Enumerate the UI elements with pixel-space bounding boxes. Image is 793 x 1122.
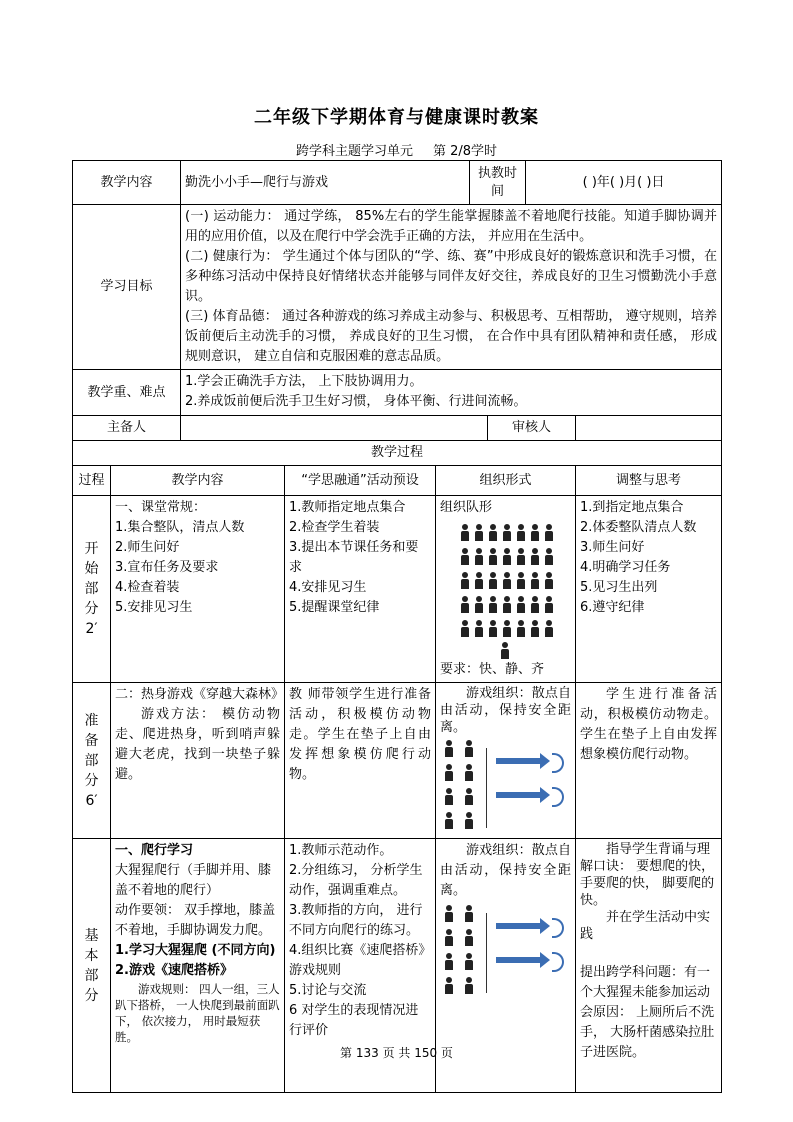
start-row: [73, 496, 722, 683]
student-figure: [500, 596, 514, 614]
boundary-line: [486, 748, 487, 828]
formation-requirement: 要求：快、静、齐: [440, 662, 545, 677]
prep-adjust: 学生进行准备活动，积极模仿动物走。学生在垫子上自由发挥想象模仿爬行动物。: [576, 683, 722, 839]
header-adjust: 调整与思考: [576, 466, 722, 496]
goal-health: (二) 健康行为： 学生通过个体与团队的“学、练、赛”中形成良好的锻炼意识和洗手习惯，在多种练习活动中保持良好情绪状态并能够与同伴友好交往，养成良好的卫生习惯勤洗小手意识。: [185, 249, 718, 304]
student-figure: [542, 524, 556, 542]
student-figure: [442, 953, 456, 971]
content-label: 教学内容: [73, 161, 181, 205]
student-column: [442, 905, 456, 995]
student-figure: [528, 548, 542, 566]
arrow-right-icon: [496, 923, 540, 929]
student-figure: [458, 596, 472, 614]
header-organization: 组织形式: [436, 466, 576, 496]
goal-ethics: (三) 体育品德： 通过各种游戏的练习养成主动参与、积极思考、互相帮助， 遵守规则，培养饭前便后主动洗手的习惯， 养成良好的卫生习惯， 在合作中具有团队精神和责任感， 形成规则意识， 建立自信和克服困难的意志品质。: [185, 309, 718, 364]
student-figure: [442, 905, 456, 923]
student-figure: [458, 548, 472, 566]
goals-row: [73, 205, 722, 370]
lesson-number: 第 2/8学时: [432, 144, 498, 159]
start-stage: 开 始 部 分 2′: [73, 496, 111, 683]
student-figure: [500, 524, 514, 542]
start-activity: 1.教师指定地点集合 2.检查学生着装 3.提出本节课任务和要求 4.安排见习生 5.提醒课堂纪律: [285, 496, 436, 683]
process-header-row: [73, 466, 722, 496]
basic-adjust: 指导学生背诵与理解口诀： 要想爬的快， 手要爬的快， 脚要爬的快。 并在学生活动中实践 提出跨学科问题：有一个大猩猩未能参加运动会原因： 上厕所后不洗手， 大肠杆菌感染拉肚子进医院。: [576, 839, 722, 1093]
student-figure: [514, 620, 528, 638]
turn-back-icon: [552, 753, 564, 773]
student-figure: [472, 524, 486, 542]
student-figure: [486, 620, 500, 638]
student-figure: [542, 620, 556, 638]
student-figure: [442, 929, 456, 947]
student-figure: [472, 548, 486, 566]
goal-motor: (一) 运动能力： 通过学练， 85%左右的学生能掌握膝盖不着地爬行技能。知道手脚协调并用的应用价值，以及在爬行中学会洗手正确的方法， 并应用在生活中。: [185, 209, 718, 244]
page-title: 二年级下学期体育与健康课时教案: [254, 107, 539, 128]
student-figure: [486, 524, 500, 542]
student-figure: [514, 524, 528, 542]
student-figure: [458, 620, 472, 638]
page-footer: 第 133 页 共 150 页: [340, 1046, 453, 1060]
formation-grid: [458, 524, 571, 638]
student-figure: [462, 740, 476, 758]
student-figure: [462, 977, 476, 995]
content-value: 勤洗小小手—爬行与游戏: [181, 161, 470, 205]
student-figure: [514, 596, 528, 614]
header-content: 教学内容: [111, 466, 285, 496]
prep-stage: 准 备 部 分 6′: [73, 683, 111, 839]
student-figure: [514, 548, 528, 566]
keypoints-label: 教学重、难点: [73, 370, 181, 416]
student-column: [442, 740, 456, 830]
content-row: [73, 161, 722, 205]
student-figure: [462, 788, 476, 806]
student-figure: [486, 596, 500, 614]
prep-organization: 游戏组织：散点自由活动，保持安全距离。: [436, 683, 576, 839]
scatter-diagram-2: [440, 905, 571, 1001]
process-title: 教学过程: [73, 441, 722, 466]
student-figure: [462, 905, 476, 923]
student-figure: [514, 572, 528, 590]
process-title-row: [73, 441, 722, 466]
student-figure: [462, 812, 476, 830]
arrow-right-icon: [496, 957, 540, 963]
student-figure: [486, 548, 500, 566]
student-figure: [442, 764, 456, 782]
unit-label: 跨学科主题学习单元: [295, 144, 413, 159]
student-figure: [528, 620, 542, 638]
student-figure: [442, 977, 456, 995]
start-content: 一、课堂常规： 1.集合整队，清点人数 2.师生问好 3.宣布任务及要求 4.检查着装 5.安排见习生: [111, 496, 285, 683]
basic-organization: 游戏组织：散点自由活动，保持安全距离。: [436, 839, 576, 1093]
scatter-diagram: [440, 740, 571, 836]
student-figure: [458, 572, 472, 590]
student-figure: [528, 524, 542, 542]
preparer-label: 主备人: [73, 416, 181, 441]
student-figure: [462, 929, 476, 947]
student-figure: [500, 572, 514, 590]
basic-stage: 基 本 部 分: [73, 839, 111, 1093]
student-figure: [472, 596, 486, 614]
prep-content: 二：热身游戏《穿越大森林》 游戏方法： 模仿动物走、爬进热身，听到哨声躲避大老虎，找到一块垫子躲避。: [111, 683, 285, 839]
student-figure: [472, 620, 486, 638]
subtitle: [0, 140, 793, 159]
goals-label: 学习目标: [73, 205, 181, 370]
student-figure: [442, 812, 456, 830]
student-column: [462, 740, 476, 830]
student-figure: [528, 572, 542, 590]
student-figure: [442, 788, 456, 806]
student-figure: [458, 524, 472, 542]
student-figure: [472, 572, 486, 590]
keypoints-cell: [181, 370, 722, 416]
date-value: ( )年( )月( )日: [526, 161, 722, 205]
formation-title: 组织队形: [440, 500, 493, 515]
student-figure: [500, 620, 514, 638]
student-figure: [462, 953, 476, 971]
arrow-right-icon: [496, 792, 540, 798]
header-stage: 过程: [73, 466, 111, 496]
boundary-line: [486, 913, 487, 993]
time-label: 执教时间: [470, 161, 526, 205]
turn-back-icon: [552, 952, 564, 972]
arrow-right-icon: [496, 758, 540, 764]
start-adjust: 1.到指定地点集合 2.体委整队清点人数 3.师生问好 4.明确学习任务 5.见习生出列 6.遵守纪律: [576, 496, 722, 683]
keypoint-2: 2.养成饭前便后洗手卫生好习惯， 身体平衡、行进间流畅。: [185, 394, 527, 409]
basic-content: 一、爬行学习 大猩猩爬行（手脚并用、膝盖不着地的爬行） 动作要领： 双手撑地，膝盖不着地，手脚协调发力爬。 1.学习大猩猩爬 (不同方向) 2.游戏《速爬搭桥》 游戏规则： 四人一组，三人趴下搭桥， 一人快爬到最前面趴下， 依次接力， 用时最短获胜。: [111, 839, 285, 1093]
student-column: [462, 905, 476, 995]
goals-cell: [181, 205, 722, 370]
student-figure: [542, 596, 556, 614]
prep-activity: 教 师带领学生进行准备活动，积极模仿动物走。学生在垫子上自由发挥想象模仿爬行动物。: [285, 683, 436, 839]
teacher-figure: [498, 642, 512, 660]
preparer-value: [181, 416, 488, 441]
prep-row: [73, 683, 722, 839]
keypoints-row: [73, 370, 722, 416]
header-activity: “学思融通”活动预设: [285, 466, 436, 496]
student-figure: [528, 596, 542, 614]
reviewer-value: [576, 416, 722, 441]
student-figure: [542, 548, 556, 566]
student-figure: [442, 740, 456, 758]
staff-row: [73, 416, 722, 441]
student-figure: [500, 548, 514, 566]
lesson-plan-table: [72, 160, 722, 1093]
turn-back-icon: [552, 918, 564, 938]
reviewer-label: 审核人: [488, 416, 576, 441]
student-figure: [462, 764, 476, 782]
start-organization: [436, 496, 576, 683]
basic-activity: 1.教师示范动作。 2.分组练习， 分析学生动作，强调重难点。 3.教师指的方向， 进行不同方向爬行的练习。 4.组织比赛《速爬搭桥》游戏规则 5.讨论与交流 6 对学生的表现情况进行评价: [285, 839, 436, 1093]
student-figure: [486, 572, 500, 590]
turn-back-icon: [552, 787, 564, 807]
keypoint-1: 1.学会正确洗手方法， 上下肢协调用力。: [185, 374, 423, 389]
student-figure: [542, 572, 556, 590]
